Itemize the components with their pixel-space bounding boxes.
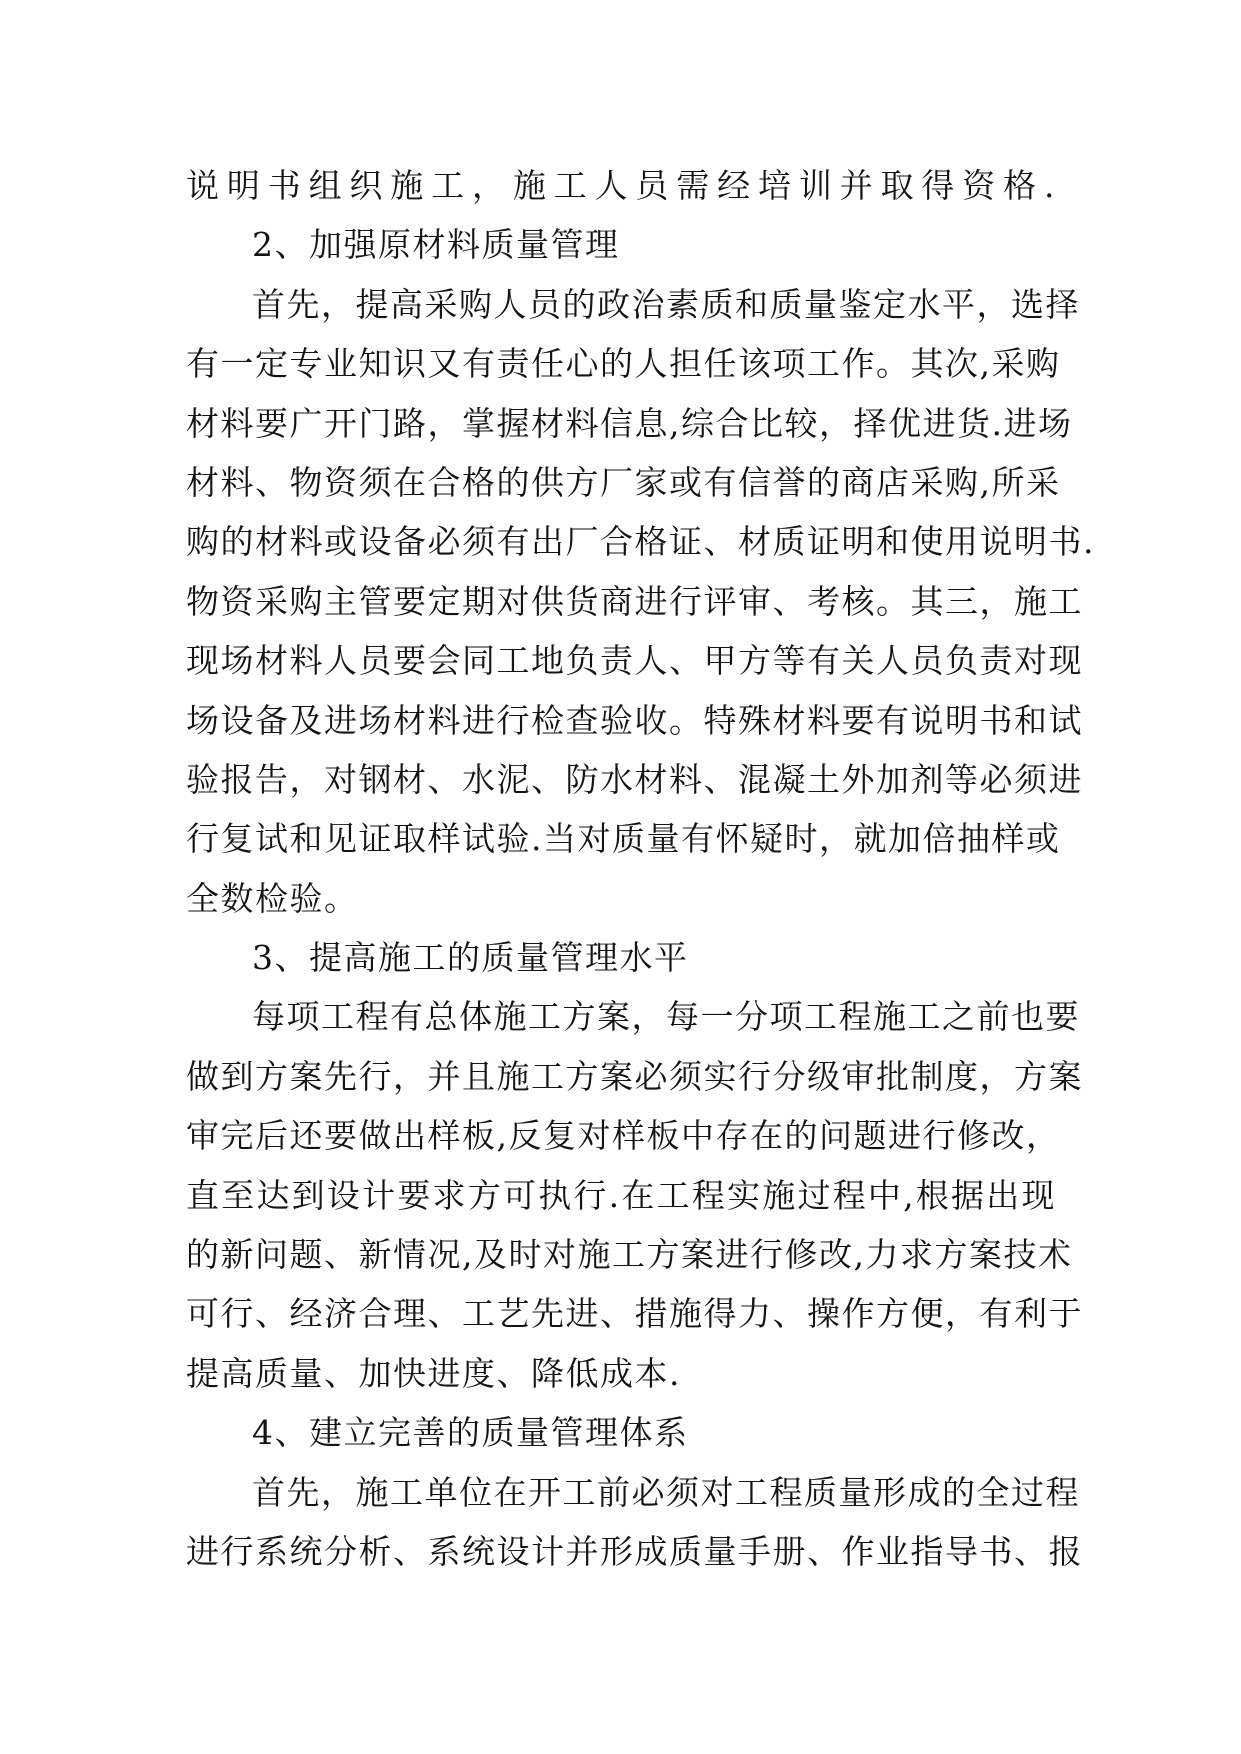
paragraph-line: 直至达到设计要求方可执行.在工程实施过程中,根据出现 xyxy=(186,1175,1056,1215)
paragraph-line: 的新问题、新情况,及时对施工方案进行修改,力求方案技术 xyxy=(186,1235,1073,1275)
paragraph-line: 现场材料人员要会同工地负责人、甲方等有关人员负责对现 xyxy=(186,641,1083,681)
paragraph-line: 有一定专业知识又有责任心的人担任该项工作。其次,采购 xyxy=(186,344,1061,384)
paragraph-line: 说明书组织施工，施工人员需经培训并取得资格. xyxy=(186,166,1056,205)
paragraph-line: 购的材料或设备必须有出厂合格证、材质证明和使用说明书. xyxy=(186,522,1095,562)
section-heading-2: 2、加强原材料质量管理 xyxy=(252,225,620,265)
paragraph-line: 首先，提高采购人员的政治素质和质量鉴定水平，选择 xyxy=(252,284,1080,324)
paragraph-line: 可行、经济合理、工艺先进、措施得力、操作方便，有利于 xyxy=(186,1294,1083,1334)
paragraph-line: 场设备及进场材料进行检查验收。特殊材料要有说明书和试 xyxy=(186,700,1083,740)
paragraph-line: 材料要广开门路，掌握材料信息,综合比较，择优进货.进场 xyxy=(186,403,1073,443)
paragraph-line: 首先，施工单位在开工前必须对工程质量形成的全过程 xyxy=(252,1472,1080,1512)
paragraph-line: 提高质量、加快进度、降低成本. xyxy=(186,1353,681,1393)
paragraph-line: 材料、物资须在合格的供方厂家或有信誉的商店采购,所采 xyxy=(186,462,1061,502)
paragraph-line: 做到方案先行，并且施工方案必须实行分级审批制度，方案 xyxy=(186,1056,1083,1096)
paragraph-line: 物资采购主管要定期对供货商进行评审、考核。其三，施工 xyxy=(186,581,1083,621)
paragraph-line: 审完后还要做出样板,反复对样板中存在的问题进行修改， xyxy=(186,1116,1061,1156)
section-heading-4: 4、建立完善的质量管理体系 xyxy=(252,1413,689,1453)
paragraph-line: 行复试和见证取样试验.当对质量有怀疑时，就加倍抽样或 xyxy=(186,819,1061,859)
paragraph-line: 全数检验。 xyxy=(186,878,359,918)
body-text xyxy=(186,156,1095,1581)
paragraph-line: 进行系统分析、系统设计并形成质量手册、作业指导书、报 xyxy=(186,1531,1083,1571)
paragraph-line: 验报告，对钢材、水泥、防水材料、混凝土外加剂等必须进 xyxy=(186,759,1083,799)
section-heading-3: 3、提高施工的质量管理水平 xyxy=(252,938,689,978)
paragraph-line: 每项工程有总体施工方案，每一分项工程施工之前也要 xyxy=(252,997,1080,1037)
